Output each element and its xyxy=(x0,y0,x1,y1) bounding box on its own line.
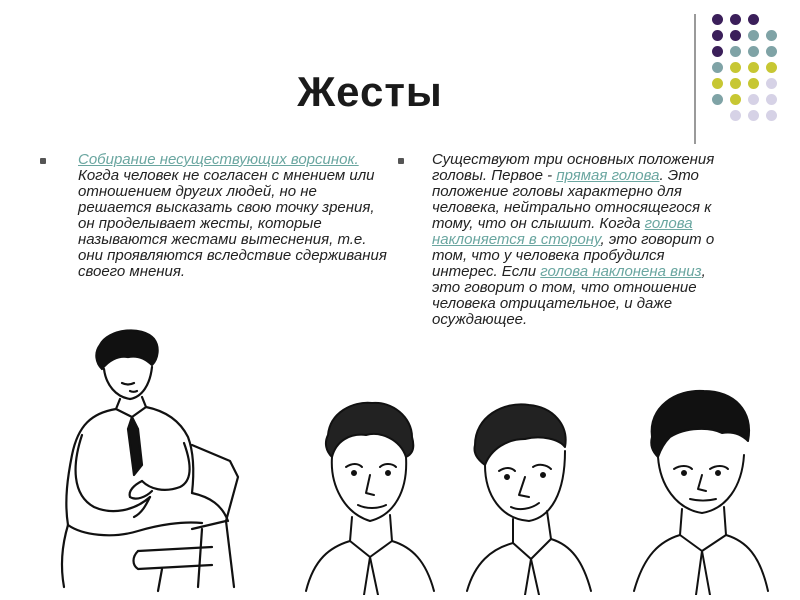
seated-man-drawing xyxy=(42,325,262,595)
decorative-dot-grid xyxy=(708,12,788,132)
dot xyxy=(712,94,723,105)
left-bullet-text xyxy=(78,152,394,280)
dot xyxy=(730,62,741,73)
dot xyxy=(766,94,777,105)
head-down-illustration xyxy=(630,385,770,595)
bullet-marker xyxy=(40,158,46,164)
dot xyxy=(748,46,759,57)
divider-line xyxy=(694,14,696,144)
right-text-1: Существуют три основных положения головы. Первое - xyxy=(432,151,715,184)
term-head-tilted-down: голова наклонена вниз xyxy=(540,263,702,280)
dot xyxy=(748,78,759,89)
dot xyxy=(712,78,723,89)
seated-man-illustration xyxy=(42,325,262,595)
dot xyxy=(730,30,741,41)
head-straight-drawing xyxy=(300,395,440,595)
dot xyxy=(766,62,777,73)
gesture-term-link: Собирание несуществующих ворсинок. xyxy=(78,151,359,168)
term-straight-head: прямая голова xyxy=(556,167,660,184)
dot xyxy=(712,62,723,73)
dot xyxy=(712,14,723,25)
right-bullet-text xyxy=(432,152,732,328)
dot xyxy=(766,110,777,121)
right-text-3: , это говорит о том, что у человека пробудился интерес. Если xyxy=(432,231,715,280)
dot xyxy=(748,94,759,105)
bullet-marker xyxy=(398,158,404,164)
dot xyxy=(712,46,723,57)
dot xyxy=(748,110,759,121)
dot xyxy=(730,94,741,105)
dot xyxy=(730,78,741,89)
dot xyxy=(766,30,777,41)
dot xyxy=(748,30,759,41)
head-straight-illustration xyxy=(300,395,440,595)
dot xyxy=(712,30,723,41)
dot xyxy=(730,46,741,57)
slide-title: Жесты xyxy=(297,68,443,115)
dot xyxy=(766,78,777,89)
head-tilted-illustration xyxy=(455,395,595,595)
dot xyxy=(766,46,777,57)
head-down-drawing xyxy=(630,385,770,595)
dot xyxy=(730,110,741,121)
head-tilted-drawing xyxy=(455,395,595,595)
right-text-2: . Это положение головы характерно для человека, нейтрально относящегося к тому, что он слышит. Когда xyxy=(432,167,712,232)
dot xyxy=(748,62,759,73)
dot xyxy=(748,14,759,25)
right-text-4: , это говорит о том, что отношение человека отрицательное, и даже осуждающее. xyxy=(432,263,706,328)
term-head-tilted-side: голова наклоняется в сторону xyxy=(432,215,693,248)
left-bullet-body: Когда человек не согласен с мнением или отношением других людей, но не решается высказать свою точку зрения, он проделывает жесты, которые называются жестами вытеснения, т.е. они проявляются вследствие сдерживания своего мнения. xyxy=(78,167,387,280)
dot xyxy=(730,14,741,25)
